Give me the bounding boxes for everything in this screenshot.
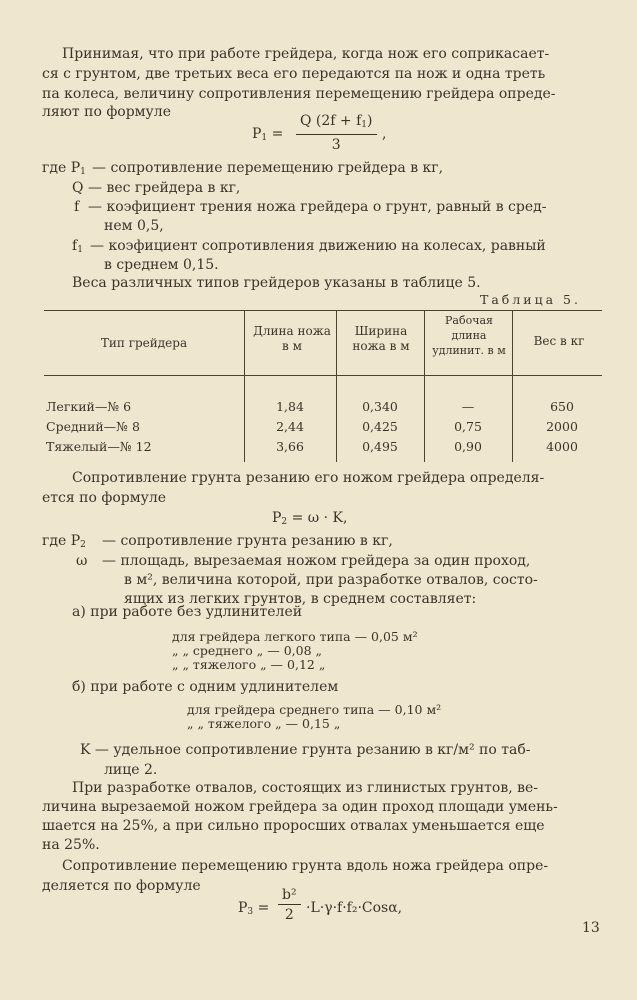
table-cell-extension: 0,90 bbox=[454, 439, 482, 454]
def-p2-symbol: где $P_2$ bbox=[42, 533, 86, 550]
table-cell-length: 3,66 bbox=[276, 439, 304, 454]
def-f1-text-cont: в среднем 0,15. bbox=[104, 257, 219, 273]
paragraph-1-line-3: па колеса, величину сопротивления перемещению грейдера опреде- bbox=[42, 86, 556, 102]
formula-1-comma: , bbox=[382, 126, 387, 142]
formula-3-numerator: b² bbox=[278, 886, 301, 905]
def-p2-text: — сопротивление грунта резанию в кг, bbox=[102, 533, 393, 549]
table-top-rule bbox=[44, 310, 602, 311]
table-caption: Таблица 5. bbox=[480, 292, 581, 307]
formula-1-numerator: Q $(2f + f_1)$ bbox=[296, 112, 377, 135]
case-a-line-2: „ „ среднего „ — 0,08 „ bbox=[172, 643, 322, 658]
case-a-title: а) при работе без удлинителей bbox=[72, 604, 303, 620]
formula-3-denominator: 2 bbox=[284, 907, 294, 923]
page-number: 13 bbox=[582, 920, 600, 936]
paragraph-3-line-1: При разработке отвалов, состоящих из глинистых грунтов, ве- bbox=[72, 780, 539, 796]
k-def-line-1: K — удельное сопротивление грунта резанию в кг/м² по таб- bbox=[80, 742, 531, 758]
table-cell-width: 0,425 bbox=[362, 419, 398, 434]
case-b-title: б) при работе с одним удлинителем bbox=[72, 679, 339, 695]
table-cell-type: Легкий—№ 6 bbox=[46, 399, 132, 414]
table-header-rule bbox=[44, 375, 602, 376]
def-p1-symbol: где $P_1$ bbox=[42, 160, 86, 177]
def-omega-symbol: ω bbox=[76, 553, 88, 569]
def-omega-line-3: ящих из легких грунтов, в среднем составляет: bbox=[124, 591, 477, 607]
table-cell-width: 0,495 bbox=[362, 439, 398, 454]
table-header-type: Тип грейдера bbox=[100, 336, 188, 350]
case-a-line-1: для грейдера легкого типа — 0,05 м² bbox=[172, 629, 418, 644]
table-header-length: Длина ножа в м bbox=[253, 324, 331, 353]
formula-3-lhs: $P_3$ = bbox=[238, 900, 270, 917]
table-cell-extension: — bbox=[461, 399, 475, 414]
def-f-text: — коэфициент трения ножа грейдера о грунт, равный в сред- bbox=[88, 199, 547, 215]
weights-sentence: Веса различных типов грейдеров указаны в таблице 5. bbox=[72, 275, 481, 291]
table-cell-width: 0,340 bbox=[362, 399, 398, 414]
case-a-line-3: „ „ тяжелого „ — 0,12 „ bbox=[172, 657, 326, 672]
paragraph-3-line-2: личина вырезаемой ножом грейдера за один проход площади умень- bbox=[42, 799, 558, 815]
table-header-extension: Рабочая длина удлинит. в м bbox=[432, 314, 506, 357]
def-f1-symbol: $f_1$ bbox=[72, 238, 83, 255]
def-omega-line-1: — площадь, вырезаемая ножом грейдера за один проход, bbox=[102, 553, 531, 569]
paragraph-3-line-4: на 25%. bbox=[42, 837, 100, 853]
paragraph-3-line-3: шается на 25%, а при сильно проросших отвалах уменьшается еще bbox=[42, 818, 545, 834]
table-cell-weight: 2000 bbox=[546, 419, 578, 434]
table-cell-length: 2,44 bbox=[276, 419, 304, 434]
def-f-symbol: f bbox=[74, 199, 80, 215]
table-cell-weight: 4000 bbox=[546, 439, 578, 454]
formula-1-lhs: $P_1$ = bbox=[252, 126, 284, 143]
def-f-text-cont: нем 0,5, bbox=[104, 218, 164, 234]
table-cell-length: 1,84 bbox=[276, 399, 304, 414]
table-header-weight: Вес в кг bbox=[533, 334, 585, 348]
formula-1-denominator: 3 bbox=[331, 137, 341, 153]
paragraph-2-line-1: Сопротивление грунта резанию его ножом грейдера определя- bbox=[72, 470, 545, 486]
def-omega-line-2: в м², величина которой, при разработке отвалов, состо- bbox=[124, 572, 538, 588]
table-header-width: Ширина ножа в м bbox=[352, 324, 410, 353]
table-cell-type: Средний—№ 8 bbox=[46, 419, 140, 434]
paragraph-1-line-4: ляют по формуле bbox=[42, 104, 171, 120]
paragraph-4-line-2: деляется по формуле bbox=[42, 878, 201, 894]
def-q-text: — вес грейдера в кг, bbox=[88, 180, 241, 196]
def-p1-text: — сопротивление перемещению грейдера в кг, bbox=[92, 160, 444, 176]
formula-3-rhs: ·L·γ·f·f₂·Cosα, bbox=[306, 900, 403, 916]
formula-2: $P_2 = \omega \cdot K$, bbox=[272, 510, 348, 527]
formula-1-fraction bbox=[296, 112, 377, 155]
def-f1-text: — коэфициент сопротивления движению на колесах, равный bbox=[90, 238, 546, 254]
def-q-symbol: Q bbox=[72, 180, 84, 196]
table-cell-extension: 0,75 bbox=[454, 419, 482, 434]
formula-3-fraction bbox=[278, 886, 301, 925]
table-cell-weight: 650 bbox=[550, 399, 574, 414]
paragraph-1-line-1: Принимая, что при работе грейдера, когда нож его соприкасает- bbox=[62, 46, 550, 62]
paragraph-1-line-2: ся с грунтом, две третьих веса его передаются па нож и одна треть bbox=[42, 66, 546, 82]
case-b-line-1: для грейдера среднего типа — 0,10 м² bbox=[187, 702, 442, 717]
paragraph-2-line-2: ется по формуле bbox=[42, 490, 167, 506]
case-b-line-2: „ „ тяжелого „ — 0,15 „ bbox=[187, 716, 341, 731]
paragraph-4-line-1: Сопротивление перемещению грунта вдоль ножа грейдера опре- bbox=[62, 858, 549, 874]
k-def-line-2: лице 2. bbox=[104, 762, 158, 778]
table-cell-type: Тяжелый—№ 12 bbox=[46, 439, 152, 454]
